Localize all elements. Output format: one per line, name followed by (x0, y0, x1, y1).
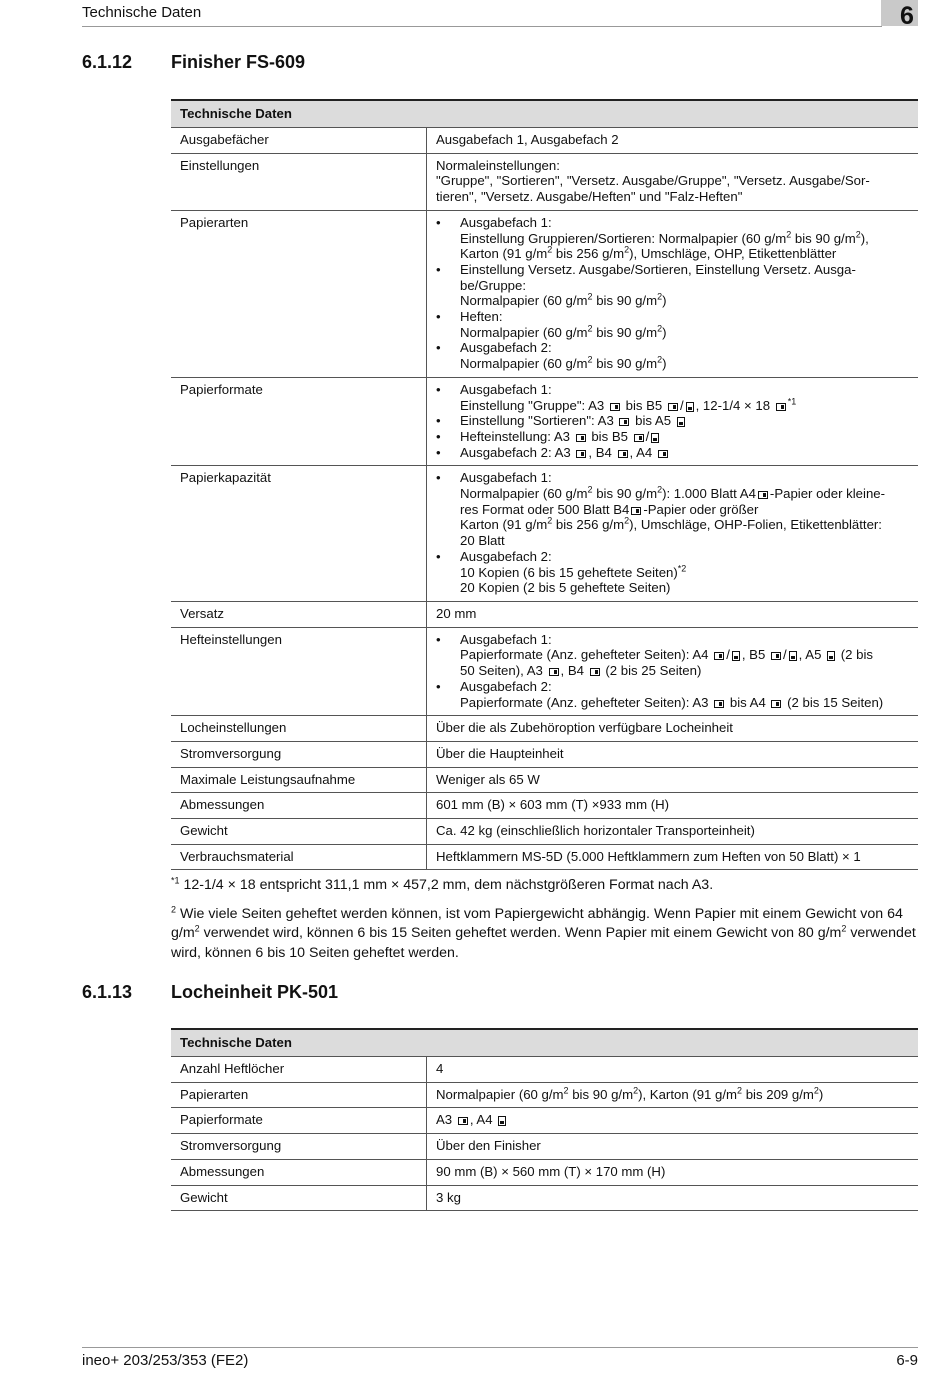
chapter-number: 6 (900, 2, 914, 30)
table-row (171, 741, 918, 767)
section-number: 6.1.13 (82, 982, 133, 1002)
table-row (171, 767, 918, 793)
text-line: Karton (91 $g/m^2$ bis 256 $g/m^2$), Umschläge, OHP, Etikettenblätter (460, 244, 837, 262)
text-line: 50 Seiten), A3 , B4 (2 bis 25 Seiten) (460, 663, 702, 679)
landscape-paper-icon (771, 652, 781, 660)
bullet-label: • Ausgabefach 1: (460, 631, 552, 647)
row-key: Abmessungen (171, 1159, 427, 1185)
list-item (436, 340, 909, 371)
landscape-paper-icon (458, 1117, 468, 1125)
row-value: Ca. 42 kg (einschließlich horizontaler Transporteinheit) (427, 819, 919, 845)
list-item (436, 679, 909, 710)
table-row (171, 601, 918, 627)
row-key: Einstellungen (171, 153, 427, 210)
table-row (171, 210, 918, 377)
row-value: 4 (427, 1057, 919, 1083)
footnote-1: $^{*1}$ 12-1/4 × 18 entspricht 311,1 mm × 457,2 mm, dem nächstgrößeren Format nach A3. (171, 875, 714, 893)
row-key: Papierkapazität (171, 466, 427, 602)
text-line: Papierformate (Anz. gehefteter Seiten): A3 bis A4 (2 bis 15 Seiten) (460, 694, 884, 710)
landscape-paper-icon (549, 668, 559, 676)
landscape-paper-icon (619, 418, 629, 426)
text-line: 20 Kopien (2 bis 5 geheftete Seiten) (460, 580, 671, 596)
row-value: Über den Finisher (427, 1134, 919, 1160)
table-row (171, 377, 918, 466)
row-value: Heftklammern MS-5D (5.000 Heftklammern zum Heften von 50 Blatt) × 1 (427, 844, 919, 870)
text-line: Normalpapier (60 $g/m^2$ bis 90 $g/m^2$) (460, 354, 667, 372)
bullet-label: • Ausgabefach 2: (460, 548, 552, 564)
text-line: • Einstellung "Sortieren": A3 bis A5 (460, 413, 909, 429)
list-item (436, 215, 909, 262)
portrait-paper-icon (498, 1116, 506, 1126)
list-item (436, 262, 909, 309)
portrait-paper-icon (651, 433, 659, 443)
bullet-label: • Ausgabefach 1: (460, 381, 552, 397)
text-line: Normaleinstellungen: (436, 157, 560, 173)
landscape-paper-icon (714, 700, 724, 708)
list-item (436, 549, 909, 596)
row-key: Gewicht (171, 819, 427, 845)
text-line: Papierformate (Anz. gehefteter Seiten): A4 / , B5 / , A5 (2 bis (460, 647, 873, 663)
table-row (171, 1082, 918, 1108)
footnote-2: $^2$ Wie viele Seiten geheftet werden können, ist vom Papiergewicht abhängig. Wenn Papier mit einem Gewicht von 64 $g/m^2$ verwendet wird, können 6 bis 15 Seiten geheftet werden. Wenn Papier mit einem Gewicht von 80 $g/m^2$ verwendet wird, können 6 bis 10 Seiten geheftet werden. (171, 904, 916, 961)
landscape-paper-icon (610, 403, 620, 411)
table-row (171, 819, 918, 845)
row-key: Versatz (171, 601, 427, 627)
text-line: tieren", "Versetz. Ausgabe/Heften" und "Falz-Heften" (436, 189, 743, 205)
table-row (171, 844, 918, 870)
row-key: Stromversorgung (171, 1134, 427, 1160)
text-line: be/Gruppe: (460, 277, 526, 293)
landscape-paper-icon (658, 450, 668, 458)
row-value: Normalpapier (60 $g/m^2$ bis 90 $g/m^2$), Karton (91 $g/m^2$ bis 209 $g/m^2$) (427, 1082, 919, 1108)
bullet-label: • Ausgabefach 2: (460, 340, 552, 356)
landscape-paper-icon (618, 450, 628, 458)
table-row (171, 128, 918, 154)
row-value (427, 466, 919, 602)
row-key: Maximale Leistungsaufnahme (171, 767, 427, 793)
table-header: Technische Daten (171, 100, 918, 128)
row-value: Weniger als 65 W (427, 767, 919, 793)
text-line: Normalpapier (60 $g/m^2$ bis 90 $g/m^2$) (460, 323, 667, 340)
landscape-paper-icon (576, 450, 586, 458)
row-key: Ausgabefächer (171, 128, 427, 154)
text-line: Normalpapier (60 $g/m^2$ bis 90 $g/m^2$) (460, 291, 667, 309)
landscape-paper-icon (771, 700, 781, 708)
table-row (171, 1108, 918, 1134)
row-key: Papierarten (171, 1082, 427, 1108)
bullet-label: • Ausgabefach 2: (460, 678, 552, 694)
list-item (436, 445, 909, 461)
row-value: 601 mm (B) × 603 mm (T) ×933 mm (H) (427, 793, 919, 819)
row-value: Ausgabefach 1, Ausgabefach 2 (427, 128, 919, 154)
bullet-label: • Ausgabefach 1: (460, 470, 552, 486)
landscape-paper-icon (758, 491, 768, 499)
row-key: Abmessungen (171, 793, 427, 819)
table-row (171, 793, 918, 819)
row-value: 90 mm (B) × 560 mm (T) × 170 mm (H) (427, 1159, 919, 1185)
row-key: Anzahl Heftlöcher (171, 1057, 427, 1083)
text-line: "Gruppe", "Sortieren", "Versetz. Ausgabe/Gruppe", "Versetz. Ausgabe/Sor- (436, 173, 870, 189)
list-item (436, 470, 909, 549)
table-header: Technische Daten (171, 1029, 918, 1057)
footer-product: ineo+ 203/253/353 (FE2) (82, 1352, 249, 1369)
row-value: Über die Haupteinheit (427, 741, 919, 767)
table-row (171, 1159, 918, 1185)
landscape-paper-icon (634, 434, 644, 442)
list-item (436, 632, 909, 679)
list-item (436, 429, 909, 445)
portrait-paper-icon (827, 651, 835, 661)
row-value (427, 153, 919, 210)
text-line: • Ausgabefach 2: A3 , B4 , A4 (460, 445, 909, 461)
landscape-paper-icon (714, 652, 724, 660)
header-rule (82, 26, 882, 27)
row-key: Papierformate (171, 377, 427, 466)
spec-table-punch-unit (171, 1028, 918, 1211)
portrait-paper-icon (789, 651, 797, 661)
text-line: Normalpapier (60 $g/m^2$ bis 90 $g/m^2$): 1.000 Blatt A4 -Papier oder kleine- (460, 484, 886, 502)
spec-table-finisher (171, 99, 918, 870)
section-title: Finisher FS-609 (171, 52, 306, 72)
row-key: Papierformate (171, 1108, 427, 1134)
text-line: 10 Kopien (6 bis 15 geheftete Seiten)$^{*2}$ (460, 563, 687, 580)
row-key: Gewicht (171, 1185, 427, 1211)
portrait-paper-icon (732, 651, 740, 661)
row-value: Über die als Zubehöroption verfügbare Locheinheit (427, 716, 919, 742)
list-item (436, 309, 909, 340)
row-value: 20 mm (427, 601, 919, 627)
text-line: res Format oder 500 Blatt B4 -Papier oder größer (460, 501, 759, 517)
text-line: Einstellung "Gruppe": A3 bis B5 / , 12-1/4 × 18 $^{*1}$ (460, 396, 797, 413)
table-row (171, 1134, 918, 1160)
text-line: 20 Blatt (460, 533, 505, 549)
footer-rule (82, 1347, 918, 1348)
table-row (171, 466, 918, 602)
section-title: Locheinheit PK-501 (171, 982, 339, 1002)
portrait-paper-icon (686, 402, 694, 412)
row-value: A3 , A4 (427, 1108, 919, 1134)
landscape-paper-icon (776, 403, 786, 411)
row-value: 3 kg (427, 1185, 919, 1211)
row-key: Papierarten (171, 210, 427, 377)
landscape-paper-icon (631, 507, 641, 515)
text-line: • Hefteinstellung: A3 bis B5 / (460, 429, 909, 445)
table-row (171, 1057, 918, 1083)
row-key: Hefteinstellungen (171, 627, 427, 716)
table-row (171, 1185, 918, 1211)
row-value (427, 210, 919, 377)
text-line: Einstellung Gruppieren/Sortieren: Normalpapier (60 $g/m^2$ bis 90 $g/m^2$), (460, 229, 869, 246)
bullet-label: • Heften: (460, 309, 503, 325)
table-row (171, 716, 918, 742)
bullet-label: • Einstellung Versetz. Ausgabe/Sortieren, Einstellung Versetz. Ausga- (460, 261, 856, 277)
row-key: Verbrauchsmaterial (171, 844, 427, 870)
page-number: 6-9 (896, 1352, 918, 1369)
row-value (427, 627, 919, 716)
bullet-label: • Ausgabefach 1: (460, 214, 552, 230)
section-number: 6.1.12 (82, 52, 133, 72)
table-row (171, 153, 918, 210)
running-header: Technische Daten (82, 4, 202, 21)
portrait-paper-icon (677, 417, 685, 427)
list-item (436, 413, 909, 429)
list-item (436, 382, 909, 413)
row-key: Stromversorgung (171, 741, 427, 767)
landscape-paper-icon (576, 434, 586, 442)
text-line: Karton (91 $g/m^2$ bis 256 $g/m^2$), Umschläge, OHP-Folien, Etikettenblätter: (460, 516, 882, 533)
row-key: Locheinstellungen (171, 716, 427, 742)
table-row (171, 627, 918, 716)
landscape-paper-icon (590, 668, 600, 676)
row-value (427, 377, 919, 466)
landscape-paper-icon (668, 403, 678, 411)
